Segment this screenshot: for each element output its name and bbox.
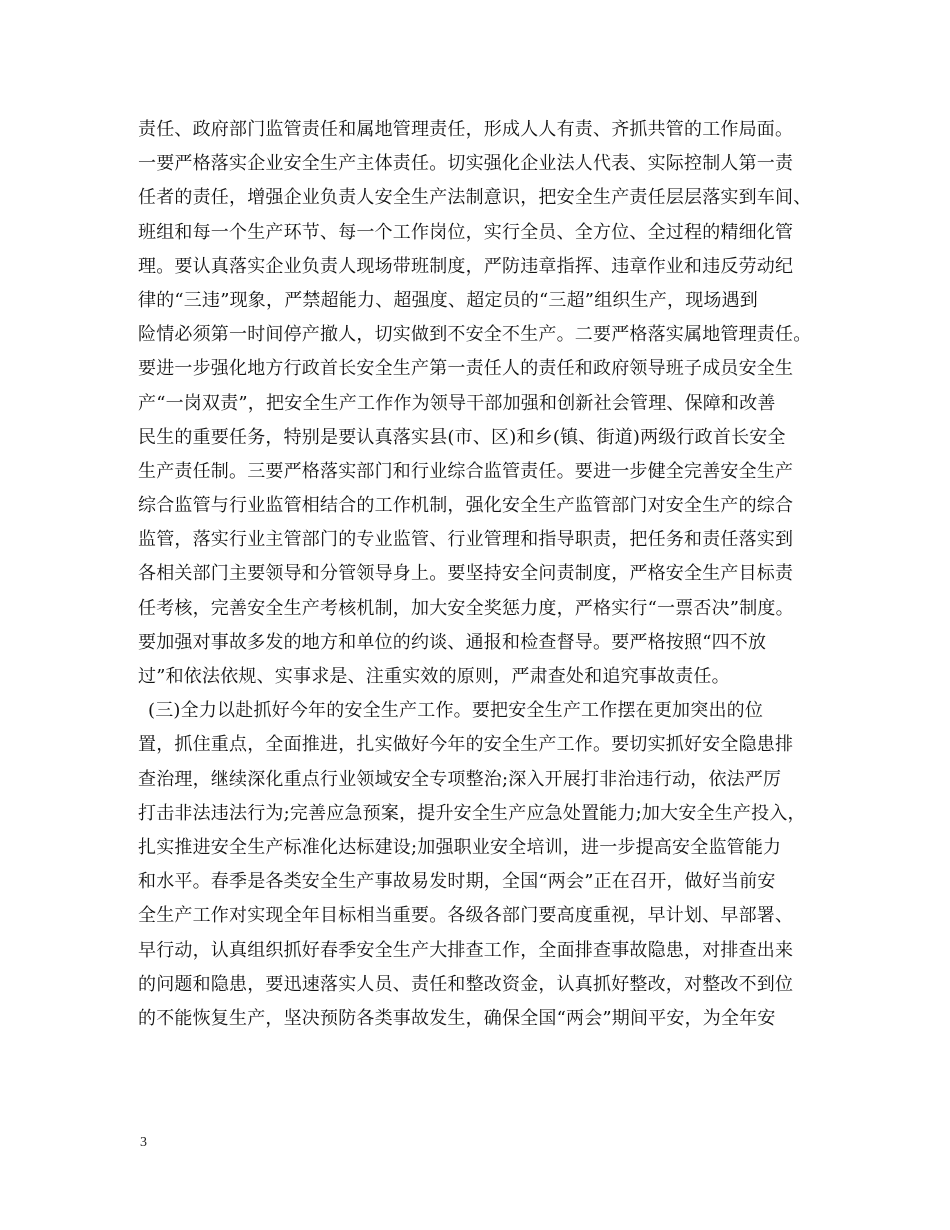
text-line: 民生的重要任务，特别是要认真落实县(市、区)和乡(镇、街道)两级行政首长安全 bbox=[138, 426, 786, 448]
page-number: 3 bbox=[140, 1135, 147, 1150]
text-line: 生产责任制。三要严格落实部门和行业综合监管责任。要进一步健全完善安全生产 bbox=[138, 460, 794, 482]
text-line: 扎实推进安全生产标准化达标建设;加强职业安全培训，进一步提高安全监管能力 bbox=[138, 836, 782, 858]
text-line: 查治理，继续深化重点行业领域安全专项整治;深入开展打非治违行动，依法严厉 bbox=[138, 768, 782, 790]
text-line: 各相关部门主要领导和分管领导身上。要坚持安全问责制度，严格安全生产目标责 bbox=[138, 563, 794, 585]
paragraph-heading-line: (三)全力以赴抓好今年的安全生产工作。要把安全生产工作摆在更加突出的位 bbox=[148, 700, 764, 722]
text-line: 打击非法违法行为;完善应急预案，提升安全生产应急处置能力;加大安全生产投入， bbox=[138, 802, 806, 824]
text-line: 要进一步强化地方行政首长安全生产第一责任人的责任和政府领导班子成员安全生 bbox=[138, 358, 794, 380]
text-line: 责任、政府部门监管责任和属地管理责任，形成人人有责、齐抓共管的工作局面。 bbox=[138, 119, 794, 140]
text-line: 一要严格落实企业安全生产主体责任。切实强化企业法人代表、实际控制人第一责 bbox=[138, 153, 794, 175]
text-line: 监管，落实行业主管部门的专业监管、行业管理和指导职责，把任务和责任落实到 bbox=[138, 529, 794, 551]
text-line: 险情必须第一时间停产撤人，切实做到不安全不生产。二要严格落实属地管理责任。 bbox=[138, 324, 812, 346]
text-line: 的不能恢复生产，坚决预防各类事故发生，确保全国“两会”期间平安，为全年安 bbox=[138, 1007, 776, 1029]
text-line: 过”和依法依规、实事求是、注重实效的原则，严肃查处和追究事故责任。 bbox=[138, 666, 730, 687]
text-line: 置，抓住重点，全面推进，扎实做好今年的安全生产工作。要切实抓好安全隐患排 bbox=[138, 734, 794, 756]
text-line: 的问题和隐患，要迅速落实人员、责任和整改资金，认真抓好整改，对整改不到位 bbox=[138, 973, 794, 995]
text-line: 任考核，完善安全生产考核机制，加大安全奖惩力度，严格实行“一票否决”制度。 bbox=[138, 597, 794, 619]
text-line: 早行动，认真组织抓好春季安全生产大排查工作，全面排查事故隐患，对排查出来 bbox=[138, 939, 794, 961]
text-line: 产“一岗双责”，把安全生产工作作为领导干部加强和创新社会管理、保障和改善 bbox=[138, 392, 776, 414]
text-line: 律的“三违”现象，严禁超能力、超强度、超定员的“三超”组织生产，现场遇到 bbox=[138, 289, 759, 311]
body-text bbox=[138, 113, 828, 1036]
text-line: 要加强对事故多发的地方和单位的约谈、通报和检查督导。要严格按照“四不放 bbox=[138, 631, 767, 653]
text-line: 任者的责任，增强企业负责人安全生产法制意识，把安全生产责任层层落实到车间、 bbox=[138, 187, 812, 209]
text-line: 和水平。春季是各类安全生产事故易发时期，全国“两会”正在召开，做好当前安 bbox=[138, 871, 776, 893]
text-line: 全生产工作对实现全年目标相当重要。各级各部门要高度重视，早计划、早部署、 bbox=[138, 905, 794, 927]
text-line: 理。要认真落实企业负责人现场带班制度，严防违章指挥、违章作业和违反劳动纪 bbox=[138, 255, 794, 277]
text-line: 班组和每一个生产环节、每一个工作岗位，实行全员、全方位、全过程的精细化管 bbox=[138, 221, 794, 243]
text-line: 综合监管与行业监管相结合的工作机制，强化安全生产监管部门对安全生产的综合 bbox=[138, 495, 794, 517]
